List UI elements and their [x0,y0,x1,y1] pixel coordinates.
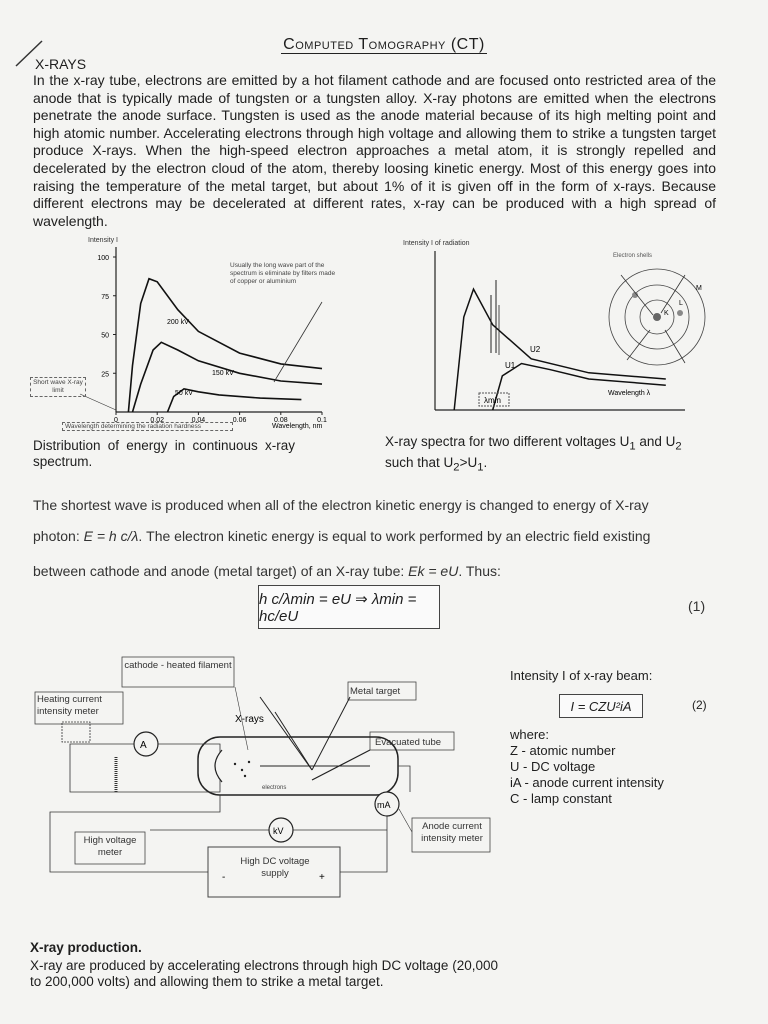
y-tick-label: 75 [101,293,109,301]
chart1-ylabel: Intensity I [88,237,118,244]
page-title: Computed Tomography (CT) [283,36,485,53]
short-wave-note: Short wave X-ray limit [30,377,86,397]
shell-m-label: M [696,285,702,292]
photon-sentence: photon: E = h c/λ. The electron kinetic energy is equal to work performed by an electric field existing [33,528,651,544]
label-u2: U2 [530,345,541,354]
two-voltage-spectrum-chart [395,235,725,435]
anode-target [312,750,370,780]
xray-tube-circuit-diagram [30,652,500,922]
series-label-200kv: 200 kV [167,319,189,326]
hv-supply-label: High DC voltage supply [240,856,310,879]
where-item: C - lamp constant [510,791,612,806]
anode-meter-label: Anode current intensity meter [421,821,483,844]
wire-cathode-hv [50,795,220,872]
where-label: where: [510,727,550,742]
work-sentence: between cathode and anode (metal target) of an X-ray tube: Ek = eU. Thus: [33,563,501,579]
intro-paragraph: In the x-ray tube, electrons are emitted by a hot filament cathode and are focused onto restricted area of the anode that is typically made of tungsten or a tungsten alloy. X-ray photons are emitted when the electrons penetrate the anode surface. Tungsten is used as the anode material because of its high melting point and high atomic number. Accelerating electrons through high voltage and allowing them to strike a tungsten target produce X-rays. When the high-speed electron approaches a metal atom, it is strongly repelled and decelerated by the electron cloud of the atom, thereby loosing kinetic energy. Most of this energy goes into raising the temperature of the metal target, but about 1% of it is given off in the form of x-rays. Because different electrons may be decelerated at different rates, x-ray can be produced with a high spread of wavelength. [33,72,716,229]
shell-l-label: L [679,300,683,307]
chart2-xlabel: Wavelength λ [608,390,651,397]
xray-ray-3 [312,697,350,770]
ammeter-label: A [140,740,147,751]
electrons-label: electrons [262,785,287,791]
xray-ray-1 [260,697,312,770]
x-tick-label: 0.06 [232,417,247,424]
atom-diagram [609,269,705,365]
photon-formula: E = h c/λ [83,528,139,544]
where-list [510,743,664,807]
cathode-label: cathode - heated filament [124,660,232,671]
high-voltage-meter-label: High voltage meter [83,835,137,858]
where-item: U - DC voltage [510,759,596,774]
wire-heating [158,744,220,752]
intensity-heading: Intensity I of x-ray beam: [510,668,653,683]
y-tick-label: 25 [101,371,109,379]
y-tick-label: 100 [97,255,109,262]
chart1-xlabel: Wavelength, nm [272,423,323,430]
milliammeter-label: mA [377,800,391,810]
x-tick-label: 0.04 [191,417,206,424]
ek-formula: Ek = eU [408,563,459,579]
hardness-note: Wavelength determining the radiation hardness [62,422,233,431]
xrays-label: X-rays [235,714,264,725]
long-wave-pointer [274,302,322,382]
production-heading: X-ray production. [30,940,142,955]
equation-1: h c/λmin = eU ⇒ λmin = hc/eU [258,585,440,629]
series-label-150kv: 150 kV [212,370,234,377]
xray-ray-2 [275,712,312,770]
caption-right: X-ray spectra for two different voltages $U_1$ and $U_2$ such that $U_2>U_1$. [385,434,682,474]
long-wave-note: Usually the long wave part of the spectrum is eliminate by filters made of copper or aluminium [230,262,336,285]
production-text: X-ray are produced by accelerating electrons through high DC voltage (20,000 to 200,000 volts) and allowing them to strike a metal target. [30,958,498,989]
caption-left: Distribution of energy in continuous x-ray spectrum. [33,438,295,469]
equation-2-number: (2) [692,698,707,712]
heating-battery [62,722,90,742]
chart2-ylabel: Intensity I of radiation [403,240,470,247]
lambda-min-label: λmin [484,396,501,405]
equation-1-number: (1) [688,598,706,614]
section-heading: X-RAYS [35,56,87,72]
x-tick-label: 0.08 [273,417,288,424]
where-item: Z - atomic number [510,743,616,758]
shell-k-label: K [664,310,669,317]
x-tick-label: 0 [114,417,118,424]
minus-terminal: - [222,872,226,883]
series-line-150kv [133,342,323,412]
series-label-50kv: 50 kV [175,390,193,397]
y-tick-label: 50 [101,332,109,340]
heating-meter-label: Heating current intensity meter [37,694,102,717]
x-tick-label: 0.02 [150,417,165,424]
equation-2: I = CZU²iA [559,694,643,718]
plus-terminal: + [319,872,325,883]
electron-shells-label: Electron shells [613,253,653,259]
shortest-wave-sentence: The shortest wave is produced when all of the electron kinetic energy is changed to energy of X-ray [33,497,649,513]
metal-target-label: Metal target [350,686,401,697]
where-item: iA - anode current intensity [510,775,664,790]
evacuated-tube-label: Evacuated tube [375,737,442,748]
wire-anode [340,816,387,872]
label-u1: U1 [505,361,516,370]
kilovoltmeter-label: kV [273,826,284,836]
x-tick-label: 0.1 [317,417,327,424]
cathode-filament [215,750,222,782]
